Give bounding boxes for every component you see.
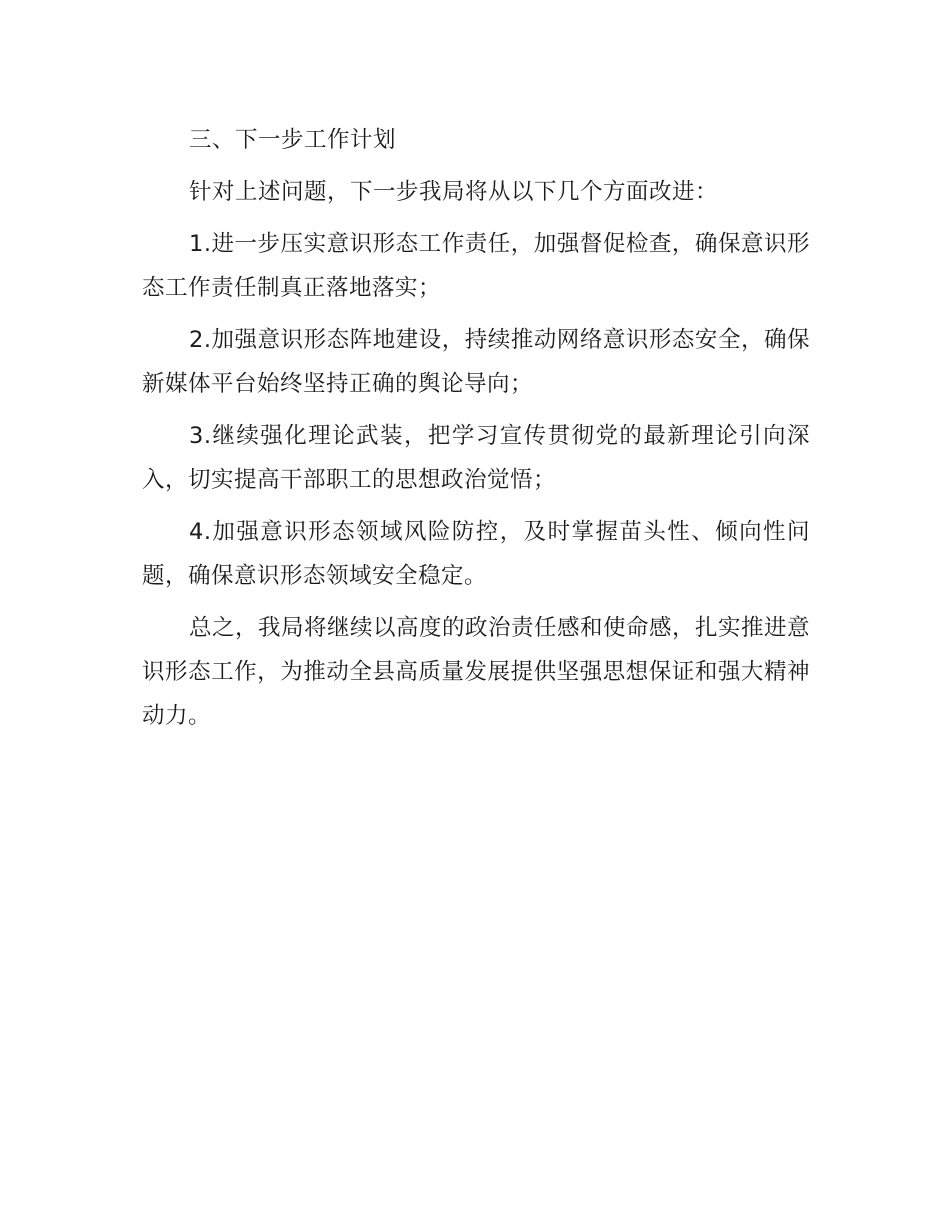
document-body xyxy=(142,118,810,746)
conclusion-paragraph: 总之，我局将继续以高度的政治责任感和使命感，扎实推进意识形态工作，为推动全县高质量发展提供坚强思想保证和强大精神动力。 xyxy=(142,615,811,729)
plan-item-4: 4.加强意识形态领域风险防控，及时掌握苗头性、倾向性问题，确保意识形态领域安全稳定。 xyxy=(142,519,810,589)
plan-item-3: 3.继续强化理论武装，把学习宣传贯彻党的最新理论引向深入，切实提高干部职工的思想政治觉悟； xyxy=(142,423,810,493)
plan-item-1: 1.进一步压实意识形态工作责任，加强督促检查，确保意识形态工作责任制真正落地落实； xyxy=(142,231,810,301)
plan-item-2: 2.加强意识形态阵地建设，持续推动网络意识形态安全，确保新媒体平台始终坚持正确的舆论导向； xyxy=(142,327,810,397)
section-heading: 三、下一步工作计划 xyxy=(189,127,397,153)
intro-paragraph: 针对上述问题，下一步我局将从以下几个方面改进： xyxy=(189,179,719,205)
